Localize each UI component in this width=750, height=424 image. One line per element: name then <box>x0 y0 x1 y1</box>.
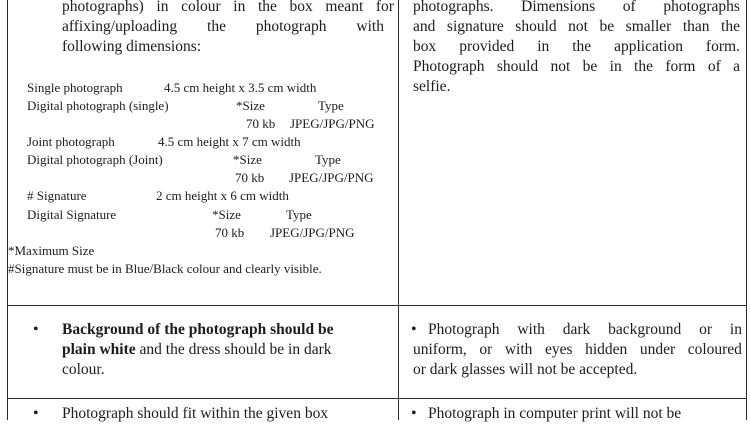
digital-joint-type-header: Type <box>315 152 341 167</box>
dark-background-line-1: Photograph with dark background or in <box>428 321 742 338</box>
maximum-size-note: *Maximum Size <box>8 243 95 258</box>
digital-joint-size: 70 kb <box>235 170 265 185</box>
dark-background-line-2: uniform, or with eyes hidden under coloured <box>413 341 742 358</box>
digital-single-type: JPEG/JPG/PNG <box>290 116 375 131</box>
right-line-1: photographs. Dimensions of photographs <box>413 0 740 15</box>
digital-signature-label: Digital Signature <box>27 207 117 222</box>
digital-single-type-header: Type <box>318 98 344 113</box>
left-intro-line-1: photographs) in colour in the box meant for <box>62 0 394 15</box>
bullet-row3-right: • <box>411 405 417 422</box>
computer-print-text: Photograph in computer print will not be <box>428 405 682 422</box>
dark-background-line-3: or dark glasses will not be accepted. <box>413 361 638 378</box>
right-line-4: Photograph should not be in the form of a <box>413 58 740 75</box>
digital-joint-type: JPEG/JPG/PNG <box>289 170 374 185</box>
digital-joint-size-header: *Size <box>233 152 262 167</box>
table-left-border <box>7 0 8 420</box>
digital-signature-size: 70 kb <box>215 225 245 240</box>
background-requirement-line-2: plain white and the dress should be in dark <box>62 341 332 358</box>
digital-signature-size-header: *Size <box>212 207 241 222</box>
bullet-row2-left: • <box>33 321 39 338</box>
single-photo-dimensions: 4.5 cm height x 3.5 cm width <box>164 80 317 95</box>
background-requirement-line-1: Background of the photograph should be <box>62 321 334 338</box>
bullet-row2-right: • <box>411 321 417 338</box>
right-line-5: selfie. <box>413 78 451 95</box>
digital-single-label: Digital photograph (single) <box>27 98 169 113</box>
bullet-row3-left: • <box>33 405 39 422</box>
table-middle-divider <box>398 0 399 420</box>
signature-label: # Signature <box>27 188 87 203</box>
signature-colour-note: #Signature must be in Blue/Black colour and clearly visible. <box>8 261 322 276</box>
left-intro-line-2: affixing/uploading the photograph with <box>62 18 384 35</box>
joint-photo-label: Joint photograph <box>27 134 115 149</box>
single-photo-label: Single photograph <box>27 80 123 95</box>
joint-photo-dimensions: 4.5 cm height x 7 cm width <box>158 134 301 149</box>
background-requirement-line-3: colour. <box>62 361 105 378</box>
fit-within-box-text: Photograph should fit within the given box <box>62 405 329 422</box>
digital-signature-type: JPEG/JPG/PNG <box>270 225 355 240</box>
right-line-3: box provided in the application form. <box>413 38 740 55</box>
row-divider-2 <box>7 398 747 399</box>
right-line-2: and signature should not be smaller than the <box>413 18 740 35</box>
row-divider-1 <box>7 305 747 306</box>
signature-dimensions: 2 cm height x 6 cm width <box>156 188 289 203</box>
digital-joint-label: Digital photograph (Joint) <box>27 152 163 167</box>
digital-signature-type-header: Type <box>286 207 312 222</box>
table-right-border <box>746 0 747 420</box>
digital-single-size: 70 kb <box>246 116 276 131</box>
digital-single-size-header: *Size <box>236 98 265 113</box>
left-intro-line-3: following dimensions: <box>62 38 202 55</box>
